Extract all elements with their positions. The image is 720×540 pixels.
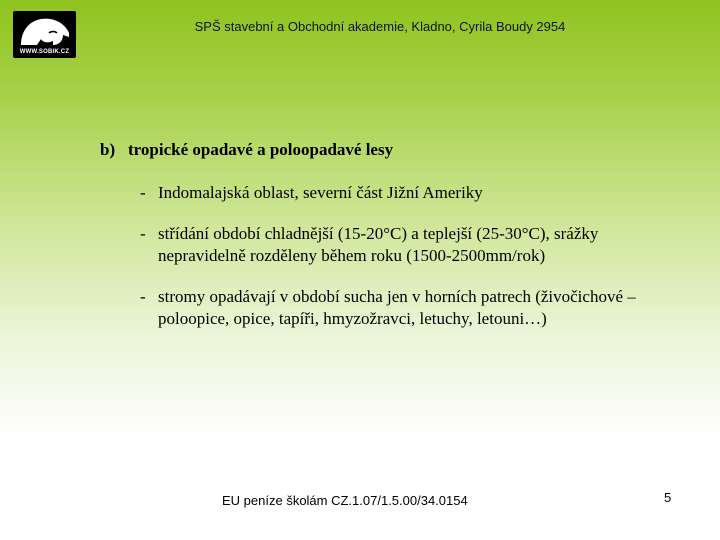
bullet-text: střídání období chladnější (15-20°C) a teplejší (25-30°C), srážky nepravidelně rozděleny během roku (1500-2500mm/rok) (158, 224, 599, 265)
bullet-dash: - (140, 287, 146, 306)
header-title: SPŠ stavební a Obchodní akademie, Kladno, Cyrila Boudy 2954 (194, 19, 566, 34)
bullet-list (140, 182, 660, 349)
bullet-dash: - (140, 224, 146, 243)
page-number: 5 (664, 490, 672, 505)
list-item (140, 286, 660, 330)
footer-text: EU peníze školám CZ.1.07/1.5.00/34.0154 (222, 493, 468, 508)
heading-text: tropické opadavé a poloopadavé lesy (128, 140, 394, 159)
logo-text: WWW.SOBIK.CZ (19, 49, 70, 55)
heading-marker: b) (100, 140, 116, 159)
bullet-text: Indomalajská oblast, severní část Jižní Ameriky (158, 183, 483, 202)
bullet-dash: - (140, 183, 146, 202)
section-heading (100, 140, 393, 160)
list-item (140, 182, 660, 204)
list-item (140, 223, 660, 267)
bullet-text: stromy opadávají v období sucha jen v horních patrech (živočichové – poloopice, opice, tapíři, hmyzožravci, letuchy, letouni…) (158, 287, 636, 328)
